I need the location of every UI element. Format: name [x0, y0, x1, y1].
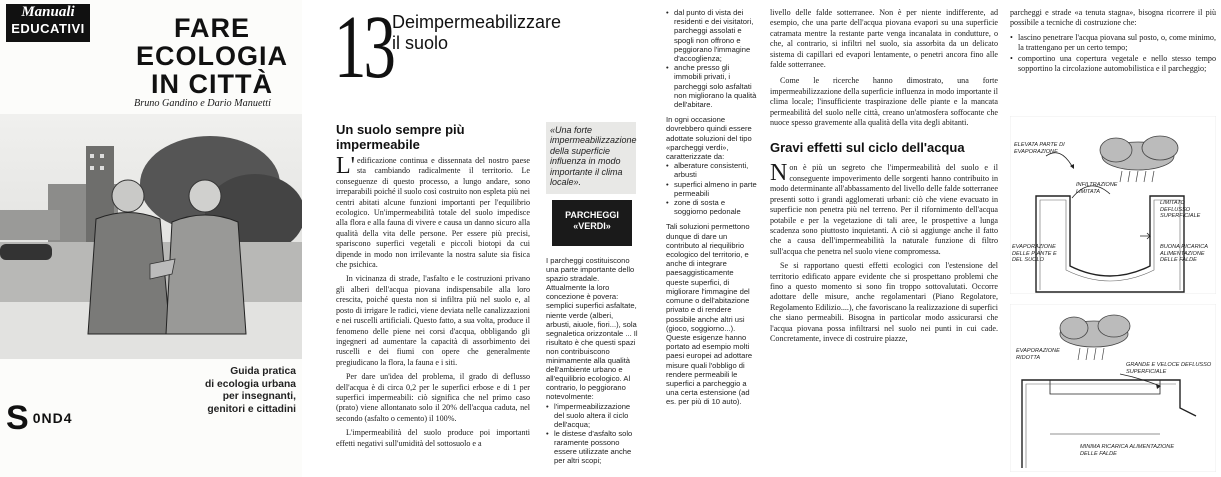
subtitle-line-1: Guida pratica: [230, 366, 296, 377]
col2-bullet-2: • le distese d'asfalto solo raramente possono essere utilizzate anche per altri scopi;: [546, 429, 640, 465]
d1-label-3: LIMITATO DEFLUSSO SUPERFICIALE: [1160, 200, 1201, 220]
d1-label-4: EVAPORAZIONE DELLE PIANTE E DEL SUOLO: [1012, 244, 1057, 264]
subtitle-line-2: di ecologia urbana: [205, 378, 296, 390]
diagram-permeable: [1010, 116, 1216, 294]
pull-quote: «Una forte impermeabilizzazione della superficie influenza in modo importante il clima locale».: [546, 122, 636, 194]
column-2: [546, 256, 640, 474]
col4-para-3: Non è più un segreto che l'impermeabilità del suolo e il conseguente impoverimento delle sorgenti hanno contribuito in modo determinante all'abbassamento del livello delle falde sotterranee presenti sotto i grandi agglomerati urbani: ciò che viene evacuato in superficie non penetra più nel terreno. Per il rifornimento dell'acqua potabile e per la vegetazione di tali aree, le prospettive a lunga scadenza sono piuttosto inquietanti. A ciò si aggiunge anche il fatto che a causa dell'impermeabilità la naturale funzione di filtro sull'acqua che penetra nel suolo viene compromessa.: [770, 160, 998, 256]
d2-label-1: EVAPORAZIONE RIDOTTA: [1016, 348, 1060, 361]
series-bottom: EDUCATIVI: [11, 21, 85, 36]
col3-bullets-mid: [666, 161, 758, 216]
series-badge: [6, 4, 90, 42]
col1-para-4: L'impermeabilità del suolo produce poi importanti effetti negativi sull'umidità del sottosuolo e a: [336, 428, 530, 448]
col5-bullets: [1010, 33, 1216, 75]
col2-bullet-1: • l'impermeabilizzazione del suolo altera il ciclo dell'acqua;: [546, 402, 640, 429]
chapter-title-line-1: Deimpermeabilizzare: [392, 12, 562, 32]
d2-label-3: MINIMA RICARICA ALIMENTAZIONE DELLE FALDE: [1080, 444, 1175, 457]
box-line-2: «VERDI»: [573, 221, 611, 231]
col3-para-3: Queste esigenze hanno portato ad esempio molti paesi europei ad adottare misure quali l'obbligo di rendere permeabili le superfici a parcheggio a una certa estensione (ad es. per più di 10 auto).: [666, 332, 753, 407]
book-authors: Bruno Gandino e Dario Manuetti: [134, 98, 271, 109]
title-line-1: FARE: [173, 13, 250, 43]
d1-label-1: ELEVATA PARTE DI EVAPORAZIONE: [1014, 142, 1065, 155]
section-heading-2: Gravi effetti sul ciclo dell'acqua: [770, 140, 965, 156]
col2-bullets: [546, 402, 640, 466]
page-left: [318, 0, 648, 477]
publisher-logo-small: 0ND4: [32, 410, 73, 426]
title-line-3: IN CITTÀ: [151, 69, 273, 99]
col1-para-2: In vicinanza di strade, l'asfalto e le costruzioni privano gli alberi dell'acqua piovana indispensabile alla loro crescita, poiché questa non si infiltra più nel suolo e, al posto di irrigare le radici, viene deviata nelle canalizzazioni e nei ruscelli artificiali. Questo fatto, a sua volta, produce il fenomeno delle piene nei corsi d'acqua, obbligando gli ingegneri ad aumentare la capacità di assorbimento dei ruscelli e dei fiumi con opere che generalmente pregiudicano la flora, la fauna e i siti.: [336, 274, 530, 367]
chapter-title: [392, 12, 561, 54]
column-4: [770, 8, 998, 474]
d2-label-2: GRANDE E VELOCE DEFLUSSO SUPERFICIALE: [1126, 362, 1212, 375]
col3-bullet-2: • anche presso gli immobili privati, i parcheggi solo asfaltati non migliorano la qualità dell'abitare.: [666, 63, 758, 109]
col4-para-4: Se si rapportano questi effetti ecologici con l'estensione del territorio edificato appare evidente che si prospettano problemi che fino a questo momento si sono fin troppo sottovalutati. Occorre adottare delle misure, anche regolamentari (Piano Regolatore, Regolamento Edilizio....), che favoriscano la realizzazione di superfici che siano permeabili. Bisogna in particolar modo assicurarsi che l'acqua piovana possa infiltrarsi nel suolo nei punti in cui cade. Concretamente, invece di costruire piazze,: [770, 261, 998, 343]
column-3: [666, 8, 758, 474]
subtitle-line-3: per insegnanti,: [222, 391, 296, 402]
cover-subtitle: [140, 366, 296, 416]
d1-label-5: BUONA RICARICA ALIMENTAZIONE DELLE FALDE: [1160, 244, 1208, 264]
col4-para-1: livello delle falde sotterranee. Non è per niente indifferente, ad esempio, che una parte dell'acqua piovana evapori su una superficie catramata mentre la restante parte venga incanalata in condutture, o che, al contrario, si infiltri nel suolo, sia assorbita da un delicato sistema di capillari ed evapori lentamente, o penetri ancora fino alle falde sotterranee.: [770, 8, 998, 70]
title-line-2: ECOLOGIA: [135, 41, 288, 71]
page-right: [660, 0, 1221, 477]
col2-intro: I parcheggi costituiscono una parte importante dello spazio stradale. Attualmente la loro concezione è povera: semplici superfici asfaltate, niente verde (alberi, arbusti, aiuole, fiori...), sola segnaletica orizzontale ... Il risultato è che questi spazi non contribuiscono minimamente alla qualità dell'ambiente urbano e all'equilibrio ecologico. Al contrario, lo peggiorano notevolmente:: [546, 256, 638, 402]
chapter-title-line-2: il suolo: [392, 33, 449, 53]
publisher-logo: [6, 398, 72, 438]
d1-label-2: INFILTRAZIONE LIMITATA: [1076, 182, 1118, 195]
col3-para-1: In ogni occasione dovrebbero quindi essere adottate soluzioni del tipo «parcheggi verdi», caratterizzate da:: [666, 115, 752, 162]
box-line-1: PARCHEGGI: [565, 210, 619, 220]
col3-para-2: Tali soluzioni permettono dunque di dare un contributo al riequilibrio ecologico del territorio, e anche di integrare paesaggisticamente queste superfici, di migliorare l'immagine del comune o dell'abitazione privato e di rendere possibile anche altri usi (gioco, soggiorno...).: [666, 222, 750, 333]
diagram-impermeable: [1010, 304, 1216, 472]
col3-bullet-5: • zone di sosta e soggiorno pedonale: [666, 198, 758, 216]
col4-para-2: Come le ricerche hanno dimostrato, una forte impermeabilizzazione della superficie influenza in modo importante il clima locale; l'insufficiente traspirazione delle piante e la mancata permeabilità del suolo nelle città, creano un'atmosfera soffocante che nuoce spesso gravemente alla qualità della vita degli abitanti.: [770, 76, 998, 128]
col3-bullets-top: [666, 8, 758, 109]
column-5: [1010, 8, 1216, 104]
parcheggi-box: [552, 200, 632, 246]
col3-bullet-4: • superfici almeno in parte permeabili: [666, 180, 758, 198]
col3-bullet-1: • dal punto di vista dei residenti e dei visitatori, parcheggi assolati e spogli non offrono e peggiorano l'immagine d'accoglienza;: [666, 8, 758, 63]
col1-para-3: Per dare un'idea del problema, il grado di deflusso dell'acqua è di circa 0,2 per le superfici erbose e di 1 per superfici impermeabili: ciò significa che nel primo caso (prato) viene allontanato solo il 20% dell'acqua caduta, nel secondo (asfalto o cemento) il 100%.: [336, 372, 530, 423]
subtitle-line-4: genitori e cittadini: [207, 403, 296, 415]
book-title: [128, 14, 296, 98]
cover-photo: [0, 114, 302, 359]
publisher-logo-big: S: [6, 399, 29, 437]
col1-para-1: L'edificazione continua e dissennata del nostro paese sta cambiando radicalmente il territorio. Le conseguenze di questo processo, a lungo andare, sono irreparabili poiché il suolo così costruito non espleta più nei centri abitati alcune funzioni importanti per l'equilibrio ecologico. Un'impermeabilità totale del suolo impedisce alla flora e alla fauna di vivere e causa un danno sicuro alla qualità della vita delle persone. Per essere più precisi, spariscono superfici vegetali e piccoli biotopi da cui dipende in modo non irrilevante la nostra salute sia fisica che psichica.: [336, 156, 530, 270]
section-heading-1: Un suolo sempre più impermeabile: [336, 122, 465, 152]
col5-intro: parcheggi e strade «a tenuta stagna», bisogna ricorrere il più possibile a tecniche di costruzione che:: [1010, 8, 1216, 28]
chapter-number: 13: [334, 0, 394, 97]
col5-bullet-2: • comportino una copertura vegetale e nello stesso tempo sopportino la circolazione automobilistica e il parcheggio;: [1010, 54, 1216, 75]
col3-bullet-3: • alberature consistenti, arbusti: [666, 161, 758, 179]
series-top: Manuali: [21, 4, 75, 20]
column-1: [336, 156, 530, 474]
book-cover: [0, 0, 302, 477]
col5-bullet-1: • lascino penetrare l'acqua piovana sul posto, o, come minimo, la trattengano per un certo tempo;: [1010, 33, 1216, 54]
